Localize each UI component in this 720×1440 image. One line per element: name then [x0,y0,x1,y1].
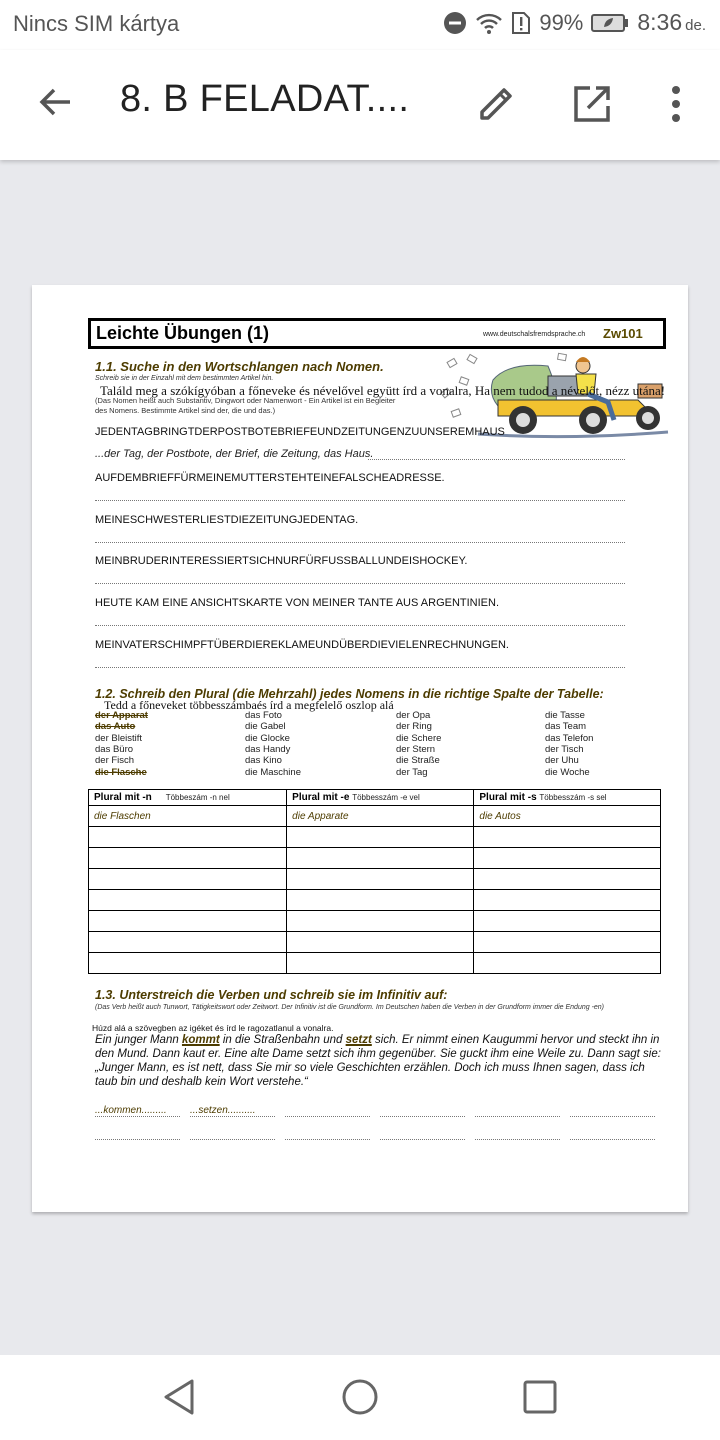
app-bar [0,50,720,160]
word: die Gabel [245,721,286,732]
status-icons [443,9,706,36]
table-cell[interactable] [89,890,287,911]
table-cell[interactable]: die Flaschen [89,806,287,827]
table-cell[interactable] [474,848,661,869]
table-cell[interactable] [474,890,661,911]
table-row [89,932,661,953]
word: das Büro [95,744,134,755]
table-cell[interactable] [474,953,661,974]
open-external-icon[interactable] [570,82,614,126]
battery-percent: 99% [539,9,584,35]
section2-heading: 1.2. Schreib den Plural (die Mehrzahl) jedes Nomens in die richtige Spalte der Tabelle: [95,687,604,701]
table-cell[interactable] [474,827,661,848]
verb-answer[interactable] [190,1128,275,1140]
word: der Tag [396,767,428,778]
verb-answer[interactable] [285,1128,370,1140]
table-cell[interactable] [287,932,474,953]
table-cell[interactable]: die Apparate [287,806,474,827]
verb-answer[interactable] [475,1105,560,1117]
answer-line-6[interactable] [95,667,625,668]
section1-hungarian-note: Találd meg a szókígyóban a főneveke és névelővel együtt írd a vonalra, Ha nem tudod a névelőt, nézz utána! [100,383,666,398]
word: die Maschine [245,767,301,778]
verb-answer[interactable] [285,1105,370,1117]
worksheet-header [88,318,666,349]
word: die Schere [396,733,442,744]
nav-recents-icon[interactable] [520,1377,560,1417]
section2-hungarian-note: Tedd a főneveket többesszámbaés írd a megfelelő oszlop alá [104,698,394,712]
table-cell[interactable] [89,911,287,932]
clock-ampm: de. [685,17,706,34]
carrier-label: Nincs SIM kártya [13,11,180,36]
section1-instruction: Schreib sie in der Einzahl mit dem bestimmten Artikel hin. [95,375,274,382]
edit-pencil-icon[interactable] [474,82,518,126]
table-cell[interactable] [474,911,661,932]
worksheet-code: Zw101 [603,326,643,341]
verb-answer[interactable] [95,1128,180,1140]
document-page[interactable] [32,285,688,1212]
word: der Fisch [95,755,135,766]
answer-dots-1 [368,459,625,460]
plural-table [88,789,661,974]
word: der Ring [396,721,432,732]
underlined-verb: kommt [181,1034,220,1046]
word: der Bleistift [95,733,142,744]
story-text: Ein junger Mann kommt in die Straßenbahn und setzt sich. Er nimmt einen Kaugummi hervor und steckt ihn in den Mund. Dann kaut er. Eine alte Dame setzt sich ihm gegenüber. Sie guckt ihm eine Weile zu. Dann sagt sie: „Junger Mann, es ist nett, dass Sie mir so viele Geschichten erzählen. Doch ich muss Ihnen sagen, dass ich taub bin und deshalb kein Wort verstehe.“ [95,1034,661,1088]
table-cell[interactable] [287,911,474,932]
table-cell[interactable] [287,827,474,848]
word: die Straße [396,755,440,766]
verb-answers-row-2 [95,1128,655,1140]
worksheet-url: www.deutschalsfremdsprache.ch [483,331,586,338]
clock: 8:36 [637,9,683,35]
nav-back-icon[interactable] [160,1377,200,1417]
table-cell[interactable] [287,848,474,869]
word: das Auto [95,721,136,732]
answer-line-1[interactable]: ...der Tag, der Postbote, der Brief, die Zeitung, das Haus. [95,448,374,460]
word: das Foto [245,710,282,721]
table-row [89,911,661,932]
verb-answer[interactable] [380,1105,465,1117]
word: die Tasse [545,710,585,721]
table-header-row [89,790,661,806]
section3-heading: 1.3. Unterstreich die Verben und schreib sie im Infinitiv auf: [95,988,448,1002]
back-arrow-icon[interactable] [36,82,76,122]
section3-hungarian-note: Húzd alá a szövegben az igéket és írd le ragozatlanul a vonalra. [92,1023,334,1033]
word-snake-3: MEINESCHWESTERLIESTDIEZEITUNGJEDENTAG. [95,514,359,526]
document-title: 8. B FELADAT.... [120,78,410,120]
table-cell[interactable] [287,953,474,974]
status-bar [0,0,720,50]
verb-answer[interactable] [570,1128,655,1140]
answer-line-4[interactable] [95,583,625,584]
word: das Kino [245,755,282,766]
word: das Handy [245,744,291,755]
word: der Apparat [95,710,148,721]
header-plural-e: Plural mit -e Többesszám -e vel [287,790,474,806]
table-cell[interactable] [287,869,474,890]
answer-line-5[interactable] [95,625,625,626]
word-snake-2: AUFDEMBRIEFFÜRMEINEMUTTERSTEHTEINEFALSCHEADRESSE. [95,472,445,484]
section1-note-line1: (Das Nomen heißt auch Substantiv, Dingwort oder Namenwort - Ein Artikel ist ein Begleiter [95,396,396,405]
word: das Telefon [545,733,594,744]
section1-note-line2: des Nomens. Bestimmte Artikel sind der, die und das.) [95,406,276,415]
word: der Uhu [545,755,579,766]
table-row [89,806,661,827]
table-cell[interactable]: die Autos [474,806,661,827]
answer-line-3[interactable] [95,542,625,543]
verb-answer[interactable] [475,1128,560,1140]
table-cell[interactable] [89,869,287,890]
section1-heading: 1.1. Suche in den Wortschlangen nach Nomen. [95,359,384,374]
verb-answer[interactable] [380,1128,465,1140]
table-cell[interactable] [89,953,287,974]
verb-answer[interactable]: ...setzen.......... [190,1105,275,1117]
word-snake-1: JEDENTAGBRINGTDERPOSTBOTEBRIEFEUNDZEITUNGENZUUNSEREMHAUS [95,426,505,438]
word: die Flasche [95,767,147,778]
word: der Tisch [545,744,584,755]
table-cell[interactable] [89,848,287,869]
word: der Opa [396,710,431,721]
table-row [89,848,661,869]
verb-answer[interactable] [570,1105,655,1117]
table-cell[interactable] [474,932,661,953]
header-plural-n: Plural mit -n Többeszám -n nel [89,790,287,806]
do-not-disturb-icon [443,11,467,35]
system-nav-bar [0,1355,720,1440]
table-cell[interactable] [474,869,661,890]
battery-saver-icon [591,13,629,33]
verb-answer[interactable]: ...kommen......... [95,1105,180,1117]
word-snake-4: MEINBRUDERINTERESSIERTSICHNURFÜRFUSSBALLUNDEISHOCKEY. [95,555,468,567]
section3-note: (Das Verb heißt auch Tunwort, Tätigkeitswort oder Zeitwort. Der Infinitiv ist die Grundform. Im Deutschen haben die Verben in der Grundform immer die Endung -en) [95,1004,605,1011]
wifi-icon [475,11,503,35]
underlined-verb: setzt [345,1034,372,1046]
word-snake-6: MEINVATERSCHIMPFTÜBERDIEREKLAMEUNDÜBERDIEVIELENRECHNUNGEN. [95,639,509,651]
table-row [89,890,661,911]
header-plural-s: Plural mit -s Többesszám -s sel [474,790,661,806]
table-row [89,869,661,890]
word: die Woche [545,767,590,778]
more-vert-icon[interactable] [660,82,692,126]
word: der Stern [396,744,436,755]
sim-alert-icon [511,11,531,35]
table-cell[interactable] [89,827,287,848]
answer-line-2[interactable] [95,500,625,501]
table-row [89,953,661,974]
nav-home-icon[interactable] [340,1377,380,1417]
verb-answers-row-1 [95,1105,655,1117]
word-snake-5: HEUTE KAM EINE ANSICHTSKARTE VON MEINER TANTE AUS ARGENTINIEN. [95,597,500,609]
word: das Team [545,721,587,732]
word: die Glocke [245,733,290,744]
table-row [89,827,661,848]
table-cell[interactable] [89,932,287,953]
table-cell[interactable] [287,890,474,911]
worksheet-title: Leichte Übungen (1) [96,323,270,343]
